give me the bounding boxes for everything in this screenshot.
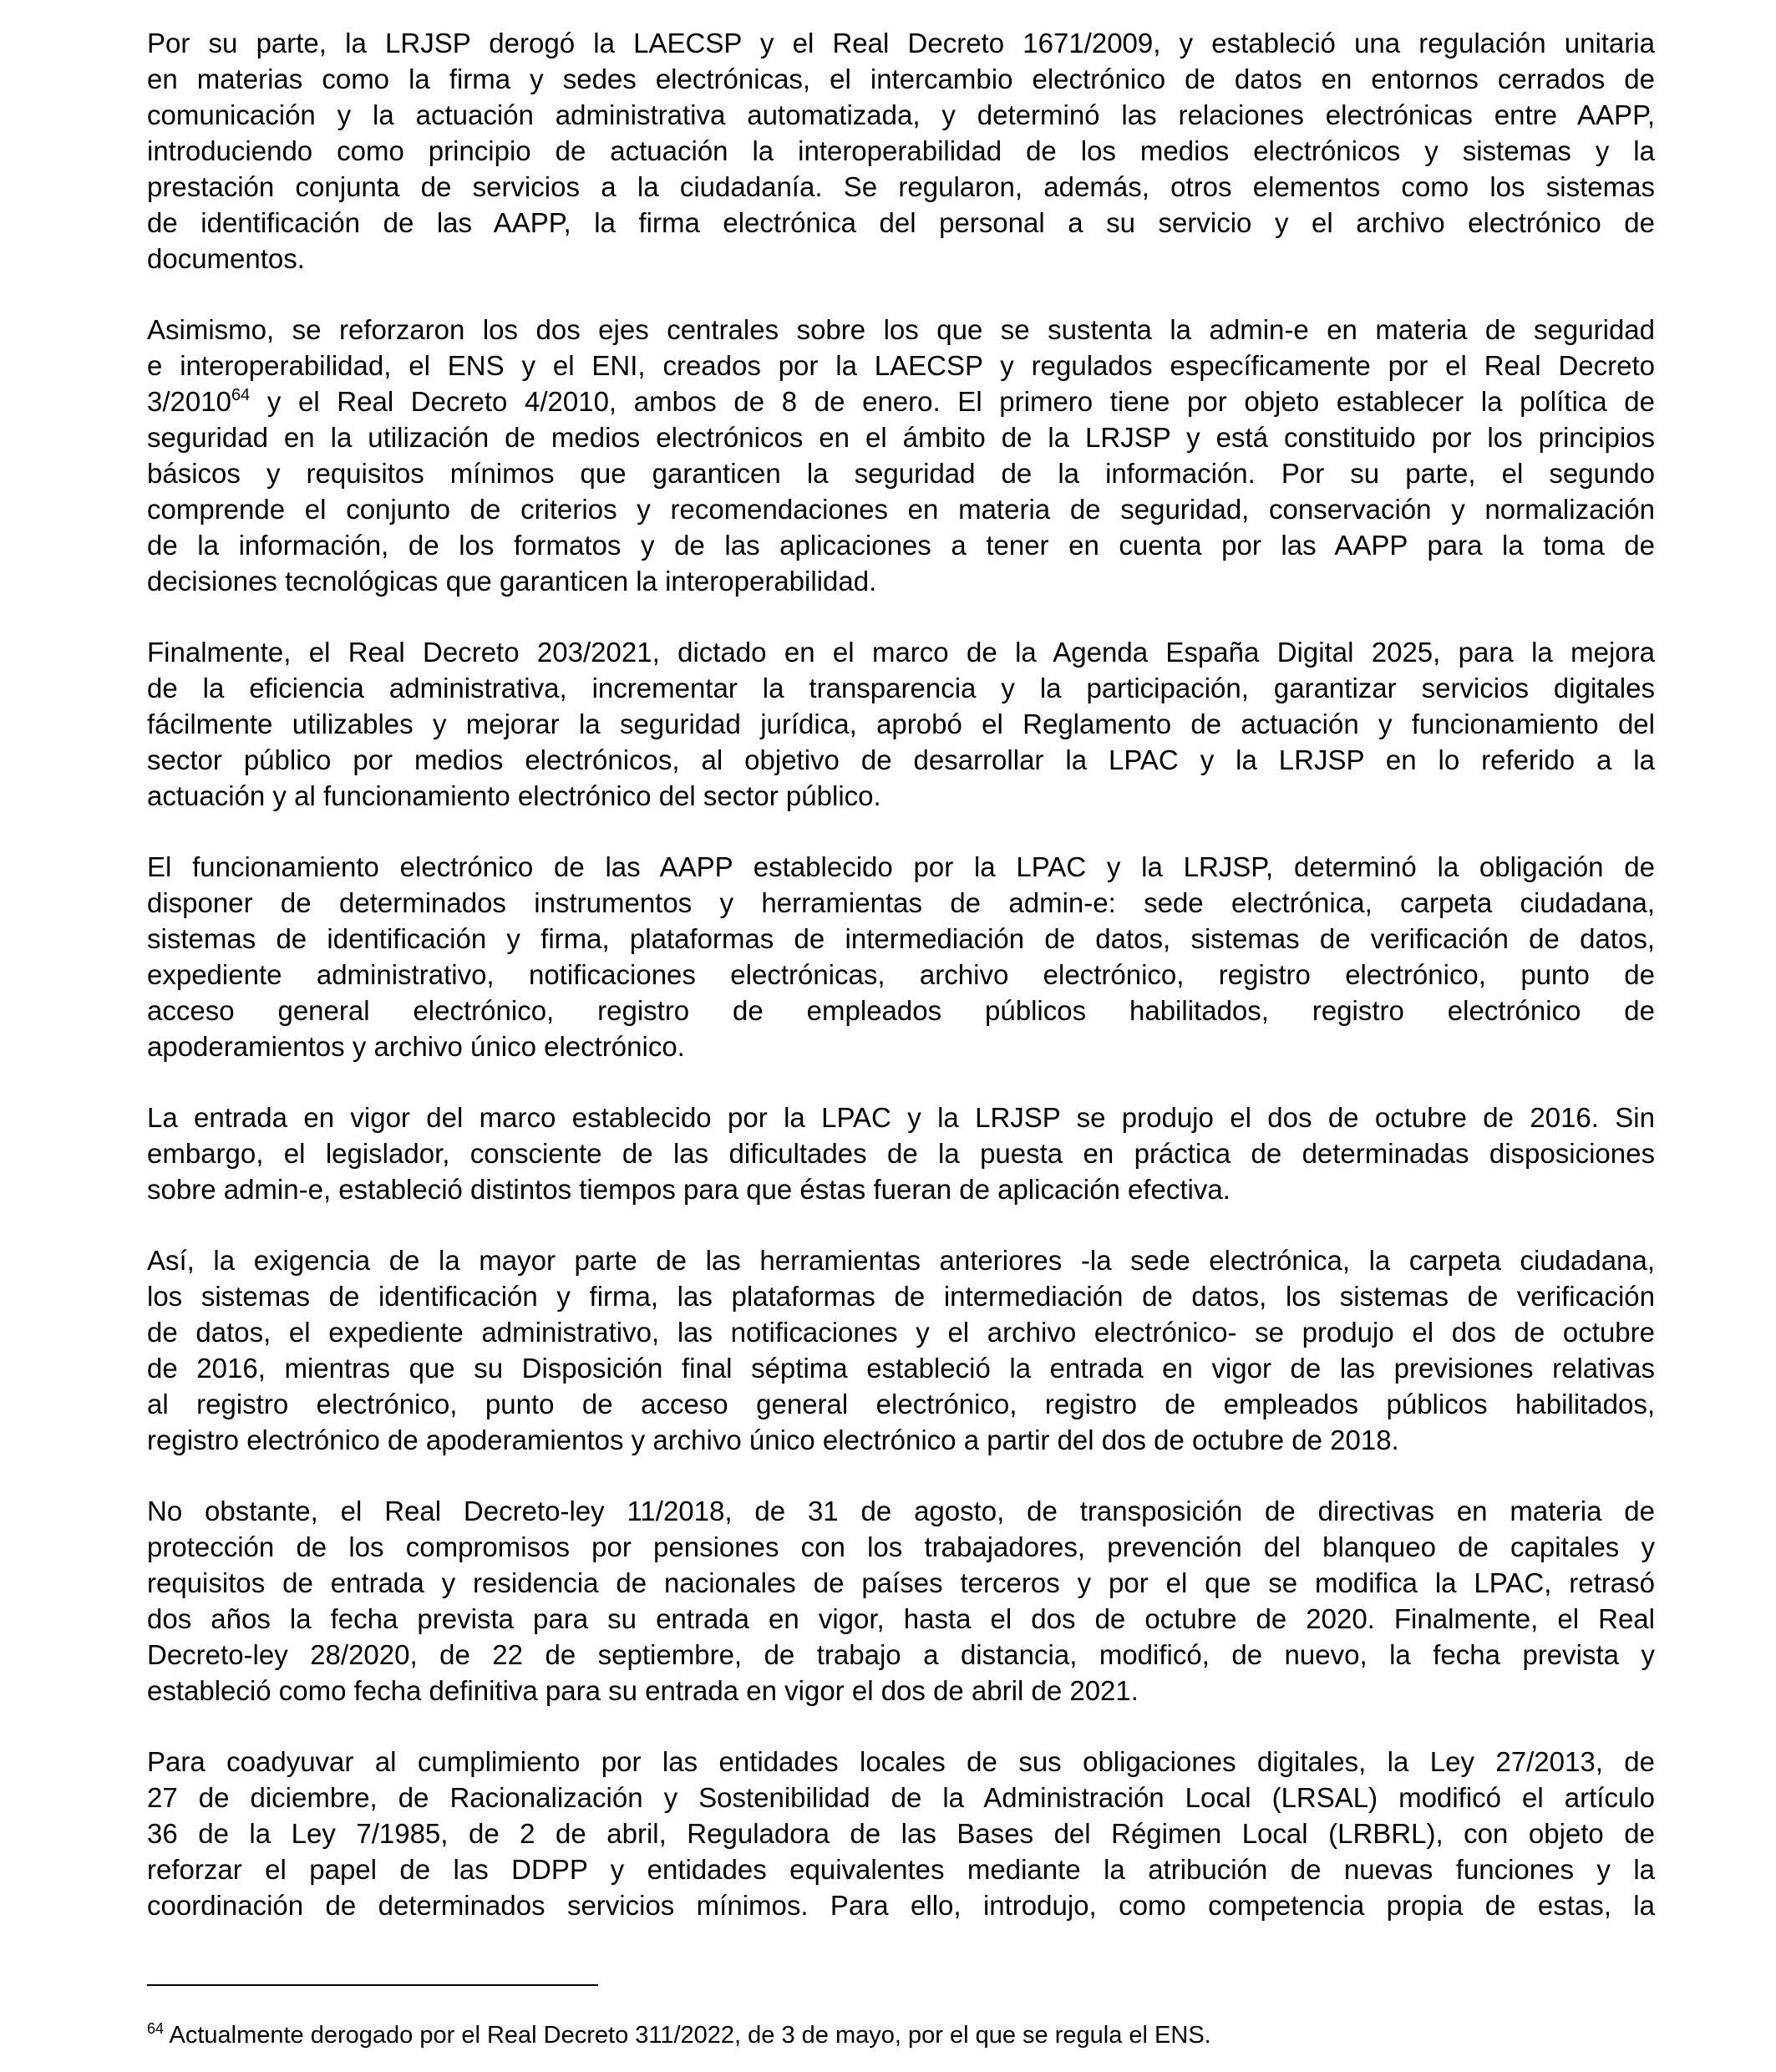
paragraph	[147, 1099, 1655, 1207]
text-line: disponer de determinados instrumentos y herramientas de admin-e: sede electrónica, carpeta ciudadana,	[147, 887, 1655, 918]
text-line: estableció como fecha definitiva para su entrada en vigor el dos de abril de 2021.	[147, 1675, 1139, 1706]
text-line: dos años la fecha prevista para su entrada en vigor, hasta el dos de octubre de 2020. Finalmente, el Real	[147, 1603, 1655, 1634]
footnote-reference[interactable]: 64	[231, 386, 251, 404]
text-line	[147, 383, 1655, 419]
text-line: introduciendo como principio de actuación la interoperabilidad de los medios electrónicos y sistemas y la	[147, 135, 1655, 166]
paragraph	[147, 1242, 1655, 1458]
paragraph	[147, 634, 1655, 814]
text-line: reforzar el papel de las DDPP y entidades equivalentes mediante la atribución de nuevas funciones y la	[147, 1854, 1655, 1885]
text-segment: y el Real Decreto 4/2010, ambos de 8 de enero. El primero tiene por objeto establecer la política de	[250, 386, 1655, 417]
paragraph	[147, 312, 1655, 599]
text-line: sobre admin-e, estableció distintos tiempos para que éstas fueran de aplicación efectiva.	[147, 1174, 1231, 1205]
text-line: los sistemas de identificación y firma, las plataformas de intermediación de datos, los sistemas de verificación	[147, 1281, 1655, 1312]
text-line: Asimismo, se reforzaron los dos ejes centrales sobre los que se sustenta la admin-e en materia de seguridad	[147, 314, 1655, 345]
text-line: seguridad en la utilización de medios electrónicos en el ámbito de la LRJSP y está constituido por los principios	[147, 422, 1655, 453]
footnote-separator	[147, 1984, 598, 1986]
paragraph	[147, 1744, 1655, 1923]
text-line: de identificación de las AAPP, la firma electrónica del personal a su servicio y el archivo electrónico de	[147, 207, 1655, 238]
paragraph	[147, 849, 1655, 1064]
text-line: embargo, el legislador, consciente de las dificultades de la puesta en práctica de determinadas disposiciones	[147, 1138, 1655, 1169]
text-line: Decreto-ley 28/2020, de 22 de septiembre, de trabajo a distancia, modificó, de nuevo, la fecha prevista y	[147, 1639, 1655, 1670]
text-line: apoderamientos y archivo único electrónico.	[147, 1031, 685, 1062]
text-line: documentos.	[147, 243, 305, 274]
footnote-text: Actualmente derogado por el Real Decreto 311/2022, de 3 de mayo, por el que se regula el ENS.	[164, 2022, 1211, 2049]
text-line: requisitos de entrada y residencia de nacionales de países terceros y por el que se modifica la LPAC, retrasó	[147, 1567, 1655, 1598]
text-line: comunicación y la actuación administrativa automatizada, y determinó las relaciones electrónicas entre AAPP,	[147, 99, 1655, 130]
text-line: protección de los compromisos por pensiones con los trabajadores, prevención del blanqueo de capitales y	[147, 1531, 1655, 1562]
document-body	[147, 25, 1655, 1958]
text-line: 27 de diciembre, de Racionalización y Sostenibilidad de la Administración Local (LRSAL) modificó el artículo	[147, 1782, 1655, 1813]
text-line: de la información, de los formatos y de las aplicaciones a tener en cuenta por las AAPP para la toma de	[147, 530, 1655, 561]
text-line: básicos y requisitos mínimos que garanticen la seguridad de la información. Por su parte, el segundo	[147, 458, 1655, 489]
text-line: coordinación de determinados servicios mínimos. Para ello, introdujo, como competencia propia de estas, la	[147, 1890, 1655, 1921]
paragraph	[147, 1493, 1655, 1709]
text-line: Finalmente, el Real Decreto 203/2021, dictado en el marco de la Agenda España Digital 2025, para la mejora	[147, 637, 1655, 668]
text-line: registro electrónico de apoderamientos y archivo único electrónico a partir del dos de octubre de 2018.	[147, 1424, 1399, 1455]
footnote-number: 64	[147, 2020, 165, 2037]
text-line: Así, la exigencia de la mayor parte de las herramientas anteriores -la sede electrónica, la carpeta ciudadana,	[147, 1245, 1655, 1276]
text-line: El funcionamiento electrónico de las AAPP establecido por la LPAC y la LRJSP, determinó la obligación de	[147, 851, 1655, 882]
text-line: Por su parte, la LRJSP derogó la LAECSP y el Real Decreto 1671/2009, y estableció una regulación unitaria	[147, 28, 1655, 58]
text-line: de la eficiencia administrativa, incrementar la transparencia y la participación, garantizar servicios digitales	[147, 673, 1655, 703]
text-line: fácilmente utilizables y mejorar la seguridad jurídica, aprobó el Reglamento de actuación y funcionamiento del	[147, 708, 1655, 739]
text-line: La entrada en vigor del marco establecido por la LPAC y la LRJSP se produjo el dos de octubre de 2016. Sin	[147, 1102, 1655, 1133]
text-line: Para coadyuvar al cumplimiento por las entidades locales de sus obligaciones digitales, la Ley 27/2013, de	[147, 1746, 1655, 1777]
text-line: acceso general electrónico, registro de empleados públicos habilitados, registro electrónico de	[147, 995, 1655, 1026]
text-line: decisiones tecnológicas que garanticen la interoperabilidad.	[147, 566, 877, 597]
text-line: 36 de la Ley 7/1985, de 2 de abril, Reguladora de las Bases del Régimen Local (LRBRL), con objeto de	[147, 1818, 1655, 1849]
text-line: sistemas de identificación y firma, plataformas de intermediación de datos, sistemas de verificación de datos,	[147, 923, 1655, 954]
text-line: prestación conjunta de servicios a la ciudadanía. Se regularon, además, otros elementos como los sistemas	[147, 171, 1655, 202]
text-segment: 3/2010	[147, 386, 231, 417]
text-line: de 2016, mientras que su Disposición final séptima estableció la entrada en vigor de las previsiones relativas	[147, 1353, 1655, 1384]
text-line: No obstante, el Real Decreto-ley 11/2018, de 31 de agosto, de transposición de directivas en materia de	[147, 1496, 1655, 1526]
text-line: e interoperabilidad, el ENS y el ENI, creados por la LAECSP y regulados específicamente por el Real Decreto	[147, 350, 1655, 381]
paragraph	[147, 25, 1655, 277]
text-line: de datos, el expediente administrativo, las notificaciones y el archivo electrónico- se produjo el dos de octubre	[147, 1317, 1655, 1348]
text-line: comprende el conjunto de criterios y recomendaciones en materia de seguridad, conservación y normalización	[147, 494, 1655, 525]
text-line: sector público por medios electrónicos, al objetivo de desarrollar la LPAC y la LRJSP en lo referido a la	[147, 744, 1655, 775]
footnote	[147, 2020, 1211, 2050]
text-line: actuación y al funcionamiento electrónico del sector público.	[147, 780, 881, 811]
text-line: en materias como la firma y sedes electrónicas, el intercambio electrónico de datos en entornos cerrados de	[147, 63, 1655, 94]
text-line: expediente administrativo, notificaciones electrónicas, archivo electrónico, registro electrónico, punto de	[147, 959, 1655, 990]
text-line: al registro electrónico, punto de acceso general electrónico, registro de empleados públicos habilitados,	[147, 1389, 1655, 1419]
